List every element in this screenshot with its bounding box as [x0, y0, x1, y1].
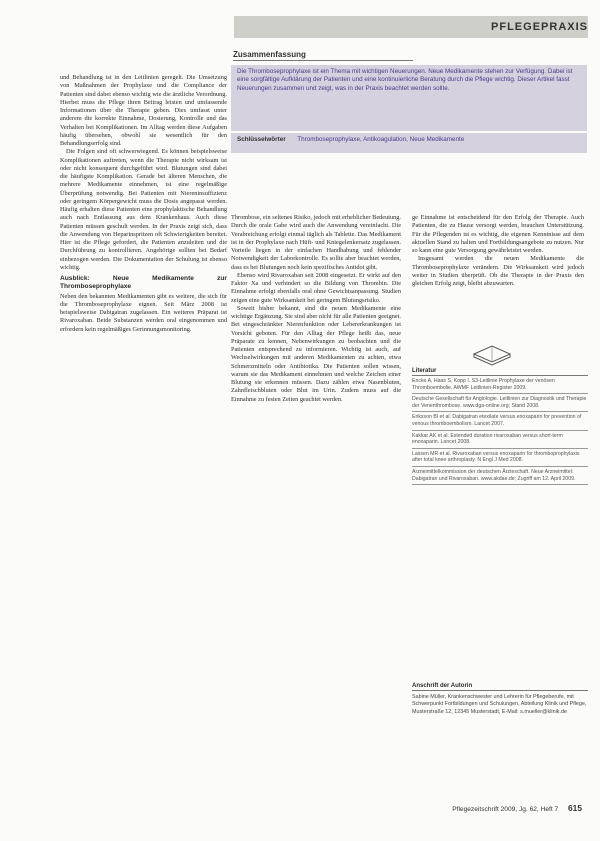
paragraph: Soweit bisher bekannt, sind die neuen Medikamente eine wichtige Ergänzung. Sie sind aber nicht für alle Patienten geeignet. Bei eingeschränkter Nierenfunktion oder Lebererkrankungen ist Vorsicht geboten. Für den Alltag der Pflege heißt das, neue Präparate zu kennen, Nebenwirkungen zu beobachten und die Patienten entsprechend zu informieren. Wichtig ist auch, auf Wechselwirkungen mit anderen Medikamenten zu achten, etwa Schmerzmitteln oder Antibiotika. Die Patienten sollen wissen, warum sie das Medikament einnehmen und welche Zeichen einer Blutung sie erkennen müssen. Dazu zählen etwa Nasenbluten, Zahnfleischbluten oder Blut im Urin. Zudem muss auf die Einnahme zu festen Zeiten geachtet werden.: [231, 304, 401, 403]
keywords-text: Thromboseprophylaxe, Antikoagulation, Neue Medikamente: [297, 136, 465, 143]
literature-entry: Lassen MR et al. Rivaroxaban versus enoxaparin for thromboprophylaxis after total knee arthroplasty. N Engl J Med 2008.: [412, 449, 588, 467]
text-column-3: [412, 214, 584, 288]
book-icon: [470, 340, 514, 366]
text-column-2: [231, 214, 401, 404]
paragraph: Ebenso wird Rivaroxaban seit 2008 eingesetzt. Er wirkt auf den Faktor Xa und verhindert so die Bildung von Thrombin. Die Einnahme erfolgt ebenfalls oral ohne Gewichtsanpassung. Studien zeigen eine gute Wirksamkeit bei geringem Blutungsrisiko.: [231, 271, 401, 304]
page-number: 615: [568, 803, 582, 813]
literature-title: Literatur: [412, 368, 588, 376]
summary-body: Die Thromboseprophylaxe ist ein Thema mit wichtigen Neuerungen. Neue Medikamente stehen zur Verfügung. Dabei ist eine sorgfältige Aufklärung der Patienten und eine kontinuierliche Beratung durch die Pflege wichtig. Dieser Artikel fasst Neuerungen zusammen und zeigt, was in der Praxis beachtet werden sollte.: [231, 65, 587, 131]
literature-entry: Deutsche Gesellschaft für Angiologie. Leitlinien zur Diagnostik und Therapie der Venenthrombose. www.dga-online.org; Stand 2008.: [412, 394, 588, 412]
literature-entry: Eriksson BI et al. Dabigatran etexilate versus enoxaparin for prevention of venous thromboembolism. Lancet 2007.: [412, 412, 588, 430]
literature-entry: Encke A, Haas S, Kopp I. S3-Leitlinie Prophylaxe der venösen Thromboembolie. AWMF Leitlinien-Register 2009.: [412, 376, 588, 394]
literature-box: [412, 368, 588, 485]
author-title: Anschrift der Autorin: [412, 683, 588, 691]
author-text: Sabine Müller, Krankenschwester und Lehrerin für Pflegeberufe, mit Schwerpunkt Fortbildungen und Schulungen, Abteilung Klinik und Pflege, Musterstraße 12, 12345 Musterstadt, E-Mail: s.mueller@klinik.de: [412, 694, 587, 715]
paragraph: ge Einnahme ist entscheidend für den Erfolg der Therapie. Auch Patienten, die zu Hause versorgt werden, brauchen Unterstützung. Für die Pflegenden ist es wichtig, die eigenen Kenntnisse auf dem aktuellen Stand zu halten und Fortbildungsangebote zu nutzen. Nur so kann eine gute Versorgung gewährleistet werden.: [412, 214, 584, 254]
keywords-label: Schlüsselwörter: [237, 136, 286, 143]
summary-title: Zusammenfassung: [233, 50, 413, 61]
paragraph: Insgesamt werden die neuen Medikamente die Thromboseprophylaxe verändern. Die Wirksamkeit wird jedoch weiter in Studien überprüft. Ob die Therapie in der Praxis den gleichen Erfolg zeigt, bleibt abzuwarten.: [412, 255, 584, 287]
page-footer: [452, 803, 582, 813]
literature-entry: Arzneimittelkommission der deutschen Ärzteschaft. Neue Arzneimittel: Dabigatran und Rivaroxaban. www.akdae.de; Zugriff am 12. April 2009.: [412, 467, 588, 485]
paragraph: und Behandlung ist in den Leitlinien geregelt. Die Umsetzung von Maßnahmen der Prophylaxe und die Compliance der Patienten sind dabei ebenso wichtig wie die ärztliche Verordnung. Hierbei muss die Pflege ihren Beitrag leisten und umfassende Informationen über die Therapie geben. Dies umfasst unter anderem die korrekte Einnahme, Dosierung, Kontrolle und das Verhalten bei Komplikationen. Im Alltag werden diese Aufgaben häufig übersehen, obwohl sie wesentlich für den Behandlungserfolg sind.: [60, 74, 227, 147]
paragraph: Die Folgen sind oft schwerwiegend. Es können beispielsweise Komplikationen auftreten, wenn die Therapie nicht wirksam ist oder nicht konsequent durchgeführt wird. Blutungen sind dabei die häufigste Komplikation. Gerade bei älteren Menschen, die mehrere Medikamente einnehmen, ist eine regelmäßige Überprüfung notwendig. Bei Patienten mit Niereninsuffizienz oder geringem Körpergewicht muss die Dosis angepasst werden. Häufig erhalten diese Patienten eine prophylaktische Behandlung auch nach Entlassung aus dem Krankenhaus. Auch diese Patienten müssen geschult werden. In der Praxis zeigt sich, dass die Anwendung von Heparinspritzen oft Schwierigkeiten bereitet. Hier ist die Pflege gefordert, die Patienten anzuleiten und die Durchführung zu kontrollieren. Angehörige sollten bei Bedarf einbezogen werden. Die Dokumentation der Schulung ist ebenso wichtig.: [60, 148, 227, 271]
text-column-1: [60, 74, 227, 334]
summary-box: [231, 50, 587, 199]
journal-citation: Pflegezeitschrift 2009, Jg. 62, Heft 7: [452, 806, 559, 813]
paragraph: Neben den bekannten Medikamenten gibt es weitere, die sich für die Thromboseprophylaxe eignen. Seit März 2008 ist beispielsweise Dabigatran zugelassen. Ein weiteres Präparat ist Rivaroxaban. Beide Substanzen werden oral eingenommen und erfordern kein regelmäßiges Gerinnungsmonitoring.: [60, 292, 227, 333]
summary-keywords: [231, 133, 587, 153]
paragraph: Thrombose, ein seltenes Risiko, jedoch mit erheblicher Bedeutung. Durch die orale Gabe wird auch die Anwendung vereinfacht. Die Verabreichung erfolgt einmal täglich als Tablette. Das Medikament ist in der Prophylaxe nach Hüft- und Kniegelenkersatz zugelassen. Vorteile liegen in der einfachen Handhabung und fehlender Notwendigkeit der Laborkontrolle. Es sollte aber beachtet werden, dass es bei Blutungen noch kein spezifisches Antidot gibt.: [231, 214, 401, 271]
literature-entry: Kakkar AK et al. Extended duration rivaroxaban versus short-term enoxaparin. Lancet 2008.: [412, 431, 588, 449]
section-title: PFLEGEPRAXIS: [491, 21, 588, 33]
author-box: [412, 683, 588, 716]
subheading: Ausblick: Neue Medikamente zur Thromboseprophylaxe: [60, 275, 227, 291]
